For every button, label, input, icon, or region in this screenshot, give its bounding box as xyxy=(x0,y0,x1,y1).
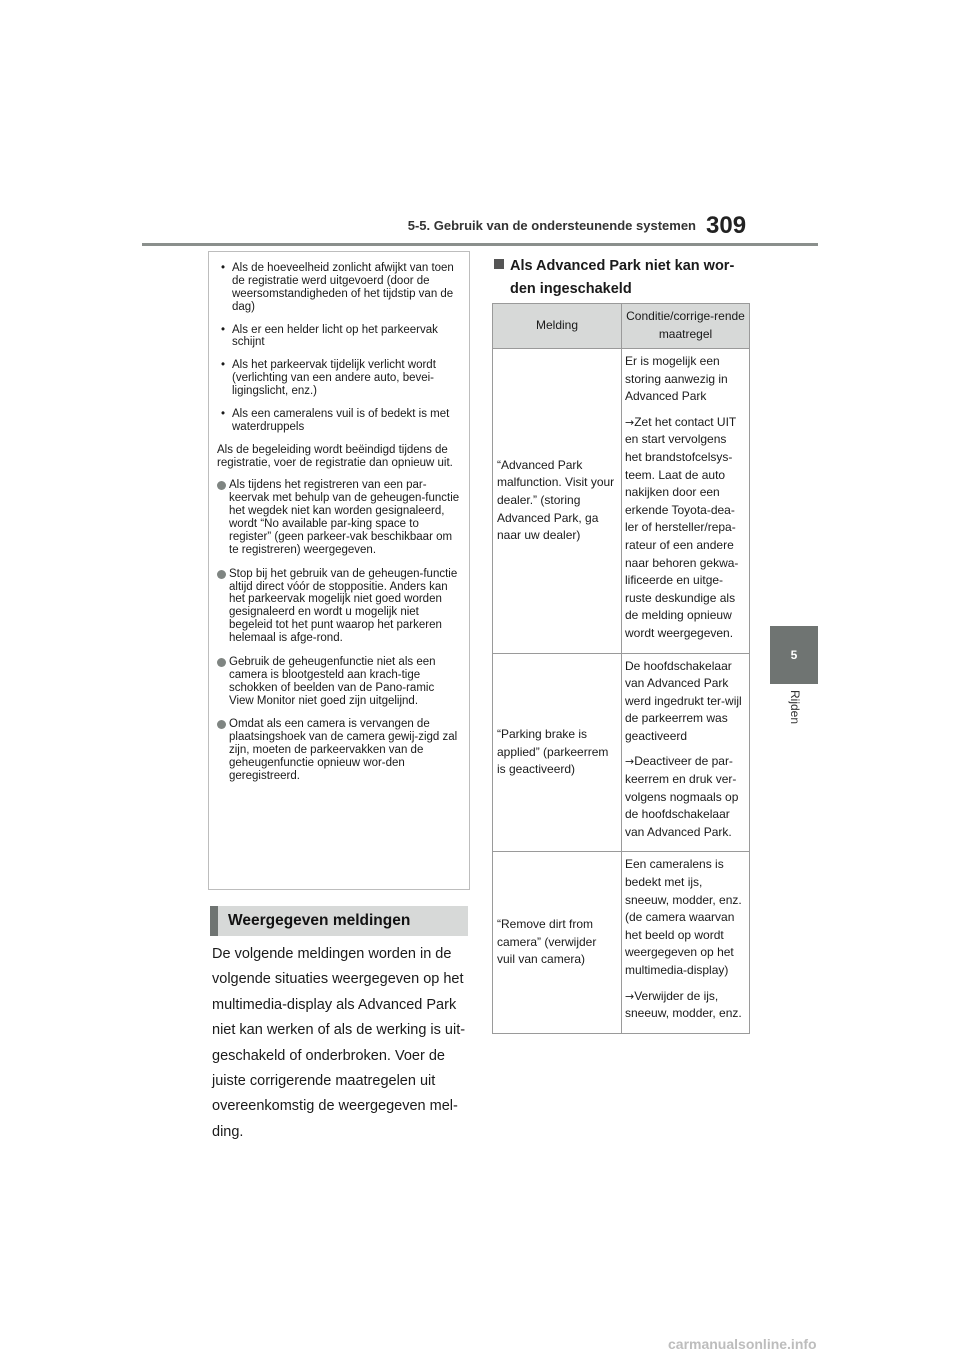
section-heading-text: Weergegeven meldingen xyxy=(228,912,411,929)
section-body: De volgende meldingen worden in de volgende situaties weergegeven op het multimedia-display als Advanced Park niet kan werken of als de werking is uit-geschakeld of onderbroken. Voer de juiste corrigerende maatregelen uit overeenkomstig de weergegeven mel-ding. xyxy=(212,946,466,1140)
page-number: 309 xyxy=(706,212,747,239)
chapter-label: Rijden xyxy=(788,690,802,725)
subheading-line-1 xyxy=(494,255,754,278)
bullet-mark: • xyxy=(221,359,226,372)
bullet-item xyxy=(217,408,461,434)
bullet-text: Als het parkeervak tijdelijk verlicht wordt (verlichting van een andere auto, bevei-ligingslicht, enz.) xyxy=(232,359,436,397)
table-header-row xyxy=(493,304,750,349)
table-row xyxy=(493,349,750,654)
condition-text: Er is mogelijk een storing aanwezig in Advanced Park xyxy=(625,354,728,404)
message-cell: “Parking brake is applied” (parkeerrem is geactiveerd) xyxy=(493,653,622,852)
bullet-mark: • xyxy=(221,407,226,420)
circle-bullet-icon xyxy=(217,481,226,490)
chapter-tab: 5 xyxy=(770,626,818,684)
message-cell: “Remove dirt from camera” (verwijder vuil van camera) xyxy=(493,852,622,1033)
section-heading xyxy=(210,906,468,936)
circle-item-text: Omdat als een camera is vervangen de plaatsingshoek van de camera gewij-zigd zal zijn, moeten de parkeervakken van de geheugenfunctie opnieuw wor-den geregistreerd. xyxy=(229,718,458,782)
table-header-condition: Conditie/corrige-rende maatregel xyxy=(622,304,750,349)
condition-text: De hoofdschakelaar van Advanced Park werd ingedrukt ter-wijl de parkeerrem was geactiveerd xyxy=(625,658,742,743)
table-row xyxy=(493,852,750,1033)
condition-text: Een cameralens is bedekt met ijs, sneeuw, modder, enz. (de camera waarvan het beeld op wordt weergegeven op het multimedia-display) xyxy=(625,857,742,977)
bullet-mark: • xyxy=(221,323,226,336)
circle-item xyxy=(217,479,461,556)
table-header-message: Melding xyxy=(493,304,622,349)
messages-table xyxy=(492,303,750,1034)
watermark: carmanualsonline.info xyxy=(668,1336,817,1352)
condition-cell xyxy=(622,852,750,1033)
bullet-mark: • xyxy=(221,262,226,274)
action-text-content: Zet het contact UIT en start vervolgens het brandstofcelsys-teem. Laat de auto nakijken door een erkende Toyota-dea-ler of hersteller/repa-rateur of een andere naar behoren gekwa-lificeerde en uitge-ruste deskundige als de melding opnieuw wordt weergegeven. xyxy=(625,414,739,640)
bullet-item xyxy=(217,324,461,350)
action-text xyxy=(625,753,746,841)
arrow-right-icon: → xyxy=(625,415,635,429)
subheading-line-2: den ingeschakeld xyxy=(510,281,632,297)
circle-item-text: Gebruik de geheugenfunctie niet als een camera is blootgesteld aan krach-tige schokken of beelden van de Pano-ramic View Monitor niet goed zijn uitgelijnd. xyxy=(229,655,436,707)
arrow-right-icon: → xyxy=(625,755,635,769)
subheading-text-1: Als Advanced Park niet kan wor- xyxy=(510,258,735,274)
bullet-item xyxy=(217,262,461,314)
circle-item-text: Stop bij het gebruik van de geheugen-functie altijd direct vóór de stoppositie. Anders kan het parkeervak mogelijk niet goed worden gesignaleerd en wordt u mogelijk niet begeleid tot het punt waarop het parkeren helemaal is afge-rond. xyxy=(229,567,458,644)
square-bullet-icon xyxy=(494,259,504,269)
circle-item xyxy=(217,656,461,708)
circle-bullet-icon xyxy=(217,658,226,667)
bullet-text: Als de hoeveelheid zonlicht afwijkt van toen de registratie werd uitgevoerd (door de weersomstandigheden of het tijdstip van de dag) xyxy=(232,262,454,313)
header-section-title: 5-5. Gebruik van de ondersteunende systemen xyxy=(407,218,696,233)
bullet-text: Als een cameralens vuil is of bedekt is met waterdruppels xyxy=(232,407,450,433)
action-text-content: Verwijder de ijs, sneeuw, modder, enz. xyxy=(625,988,742,1021)
condition-cell xyxy=(622,349,750,654)
bullet-text: Als er een helder licht op het parkeervak schijnt xyxy=(232,323,438,349)
header-rule xyxy=(142,243,818,246)
circle-item xyxy=(217,718,461,782)
circle-item xyxy=(217,568,461,645)
circle-item-text: Als tijdens het registreren van een par-keervak met behulp van de geheugen-functie het wegdek niet kan worden gesignaleerd, wordt “No available par-king space to register” (geen parkeer-vak beschikbaar om te registreren) weergegeven. xyxy=(229,479,460,556)
bullet-item xyxy=(217,359,461,398)
condition-cell xyxy=(622,653,750,852)
subheading xyxy=(494,255,754,301)
message-cell: “Advanced Park malfunction. Visit your dealer.” (storing Advanced Park, ga naar uw dealer) xyxy=(493,349,622,654)
action-text xyxy=(625,414,746,643)
arrow-right-icon: → xyxy=(625,989,635,1003)
notice-box xyxy=(208,251,470,890)
circle-bullet-icon xyxy=(217,570,226,579)
notice-paragraph: Als de begeleiding wordt beëindigd tijdens de registratie, voer de registratie dan opnieuw uit. xyxy=(217,443,453,469)
action-text-content: Deactiveer de par-keerrem en druk ver-volgens nogmaals op de hoofdschakelaar van Advanced Park. xyxy=(625,754,739,839)
action-text xyxy=(625,988,746,1023)
circle-bullet-icon xyxy=(217,720,226,729)
table-row xyxy=(493,653,750,852)
